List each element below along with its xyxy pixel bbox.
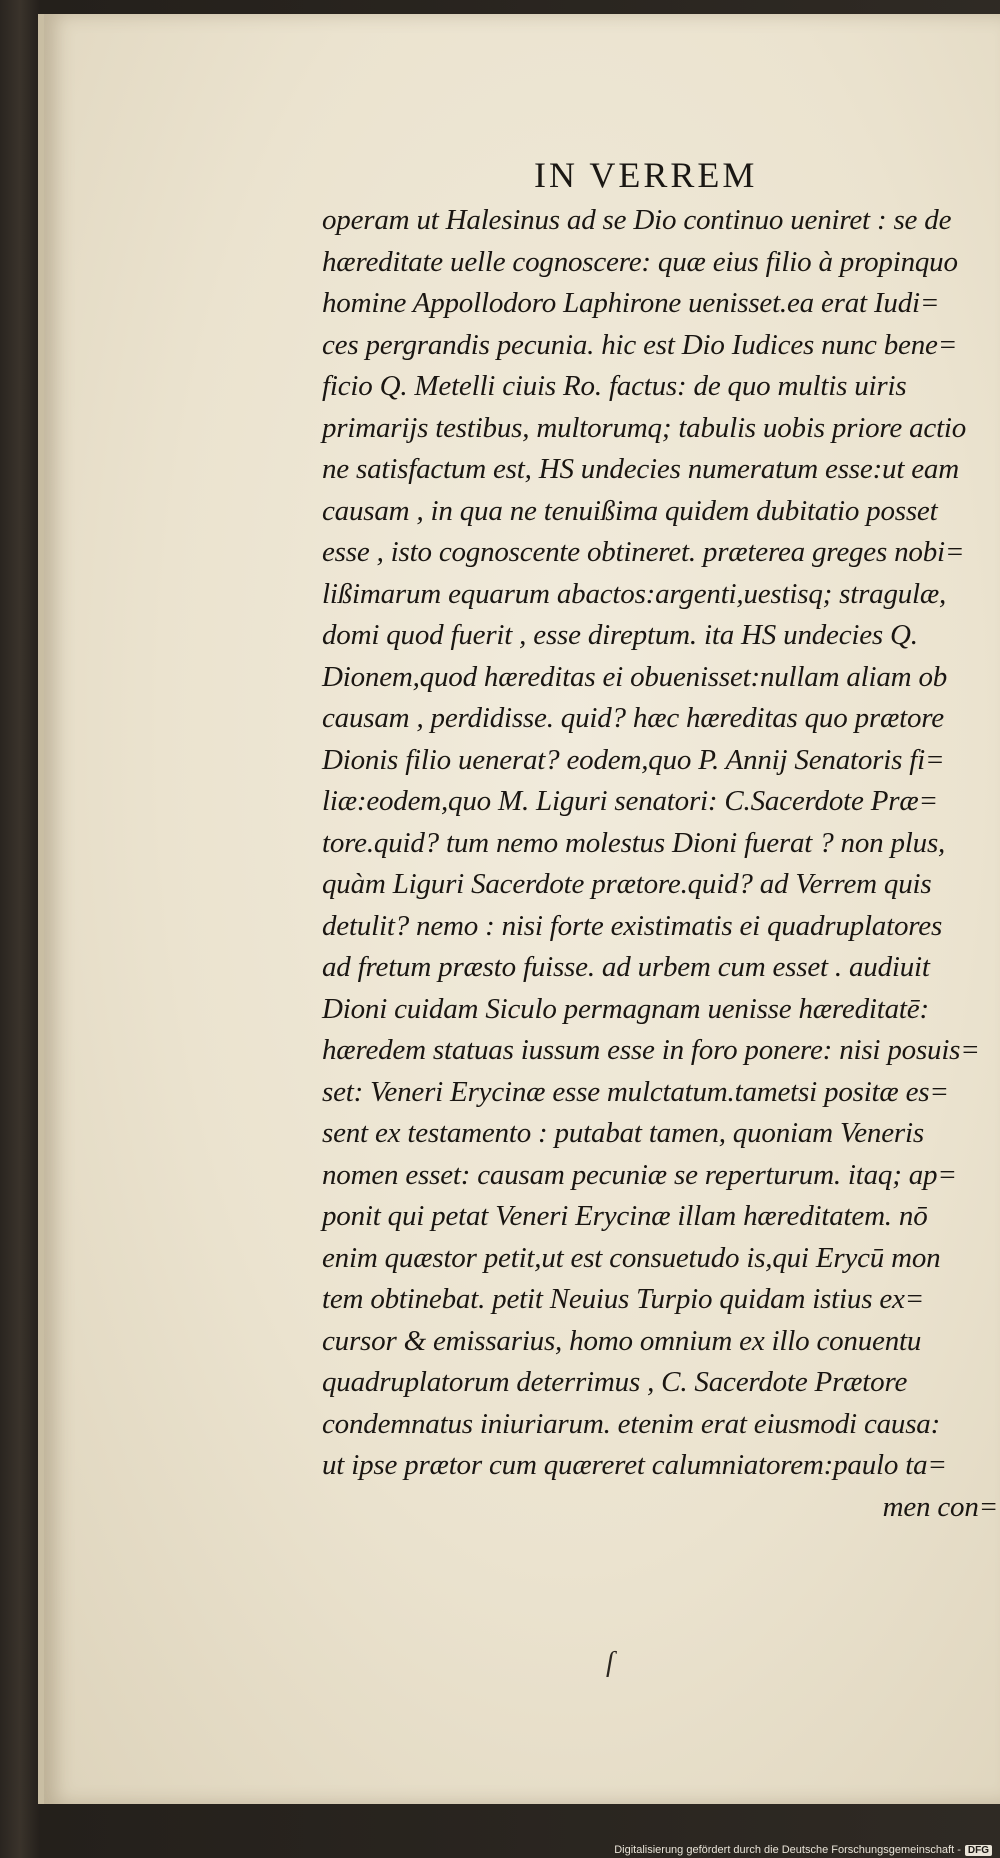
text-line: operam ut Halesinus ad se Dio continuo ueniret : se de [322, 204, 952, 236]
signature-mark: ſ [606, 1647, 614, 1678]
catchword: men con= [882, 1490, 998, 1523]
text-block [322, 200, 1000, 1528]
text-line: set: Veneri Erycinæ esse mulctatum.tametsi positæ es= [322, 1075, 949, 1108]
text-line: detulit? nemo : nisi forte existimatis ei quadruplatores [322, 909, 943, 942]
text-line: ne satisfactum est, HS undecies numeratum esse:ut eam [322, 453, 959, 485]
digitization-credit [614, 1844, 992, 1856]
text-line: condemnatus iniuriarum. etenim erat eiusmodi causa: [322, 1407, 941, 1440]
text-line: hæreditate uelle cognoscere: quæ eius filio à propinquo [322, 245, 958, 278]
book-page [38, 14, 1000, 1804]
text-line: esse , isto cognoscente obtineret. præterea greges nobi= [322, 536, 965, 568]
text-line: nomen esset: causam pecuniæ se reperturum. itaq; ap= [322, 1158, 957, 1191]
text-line: cursor & emissarius, homo omnium ex illo conuentu [322, 1324, 922, 1357]
text-line: tem obtinebat. petit Neuius Turpio quidam istius ex= [322, 1283, 925, 1315]
text-line: primarijs testibus, multorumq; tabulis uobis priore actio [322, 411, 967, 444]
text-line: enim quæstor petit,ut est consuetudo is,qui Erycū mon [322, 1241, 941, 1274]
text-line: causam , perdidisse. quid? hæc hæreditas quo prætore [322, 702, 944, 734]
text-line: Dioni cuidam Siculo permagnam uenisse hæreditatē: [322, 992, 929, 1025]
running-head: IN VERREM [534, 155, 758, 195]
text-line: hæredem statuas iussum esse in foro ponere: nisi posuis= [322, 1034, 980, 1066]
text-line: Dionem,quod hæreditas ei obuenisset:nullam aliam ob [322, 660, 948, 693]
text-line: Dionis filio uenerat? eodem,quo P. Annij Senatoris fi= [322, 743, 945, 776]
credit-text: Digitalisierung gefördert durch die Deutsche Forschungsgemeinschaft - [614, 1844, 961, 1856]
text-line: liæ:eodem,quo M. Liguri senatori: C.Sacerdote Præ= [322, 785, 938, 817]
text-line: domi quod fuerit , esse direptum. ita HS undecies Q. [322, 619, 918, 651]
text-line: sent ex testamento : putabat tamen, quoniam Veneris [322, 1117, 924, 1149]
text-line: causam , in qua ne tenuißima quidem dubitatio posset [322, 494, 938, 527]
text-line: tore.quid? tum nemo molestus Dioni fuerat ? non plus, [322, 826, 946, 859]
text-line: lißimarum equarum abactos:argenti,uestisq; stragulæ, [322, 577, 947, 610]
text-line: ces pergrandis pecunia. hic est Dio Iudices nunc bene= [322, 328, 958, 361]
text-line: quàm Liguri Sacerdote prætore.quid? ad Verrem quis [322, 868, 932, 900]
text-line: ficio Q. Metelli ciuis Ro. factus: de quo multis uiris [322, 370, 907, 402]
text-line: quadruplatorum deterrimus , C. Sacerdote Prætore [322, 1366, 908, 1398]
dfg-logo: DFG [965, 1845, 992, 1856]
text-line: homine Appollodoro Laphirone uenisset.ea erat Iudi= [322, 287, 940, 319]
text-line: ponit qui petat Veneri Erycinæ illam hæreditatem. nō [322, 1200, 928, 1232]
text-line: ad fretum præsto fuisse. ad urbem cum esset . audiuit [322, 951, 930, 983]
text-line: ut ipse prætor cum quæreret calumniatorem:paulo ta= [322, 1449, 947, 1481]
